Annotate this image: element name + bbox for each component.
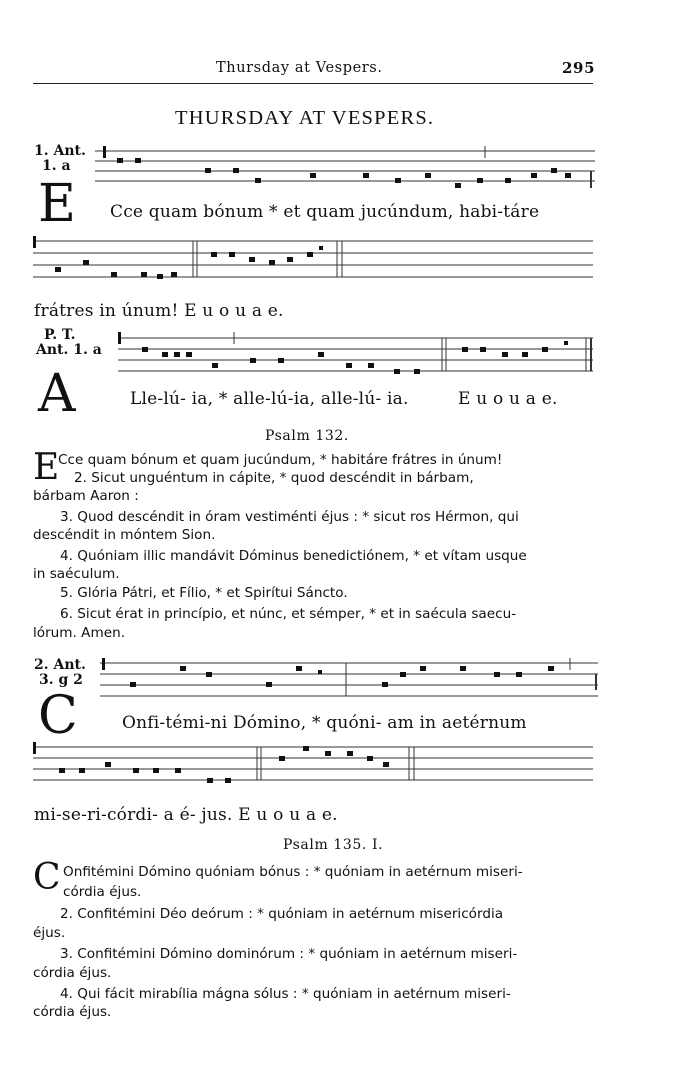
psalm135-dropcap: C bbox=[33, 857, 61, 898]
psalm135-verse1-line2: córdia éjus. bbox=[63, 884, 142, 900]
antiphon1-label-line1: 1. Ant. bbox=[34, 143, 86, 159]
psalm132-verse6-line2: lórum. Amen. bbox=[33, 625, 126, 641]
header-rule bbox=[33, 83, 593, 84]
psalm132-verse4-line1: 4. Quóniam illic mandávit Dóminus benedictiónem, * et vítam usque bbox=[60, 548, 527, 564]
pt-antiphon-euouae: E u o u a e. bbox=[458, 389, 558, 409]
pt-antiphon-staff bbox=[118, 332, 618, 382]
antiphon1-lyric-2: frátres in únum! E u o u a e. bbox=[34, 301, 284, 321]
psalm135-heading: Psalm 135. I. bbox=[283, 837, 384, 853]
antiphon2-staff-1 bbox=[100, 658, 620, 708]
page-title: THURSDAY AT VESPERS. bbox=[175, 107, 435, 129]
pt-antiphon-label bbox=[36, 328, 102, 358]
running-title: Thursday at Vespers. bbox=[216, 60, 383, 76]
antiphon2-label bbox=[34, 658, 86, 688]
antiphon2-label-line1: 2. Ant. bbox=[34, 657, 86, 673]
antiphon1-staff-2 bbox=[33, 236, 603, 286]
psalm135-verse2-line1: 2. Confitémini Déo deórum : * quóniam in aetérnum misericórdia bbox=[60, 906, 504, 922]
pt-antiphon-label-line1: P. T. bbox=[44, 327, 76, 343]
antiphon2-lyric-2: mi-se-ri-córdi- a é- jus. E u o u a e. bbox=[34, 805, 338, 825]
psalm132-verse2-line1: 2. Sicut unguéntum in cápite, * quod descéndit in bárbam, bbox=[74, 470, 474, 486]
antiphon1-initial: E bbox=[38, 174, 76, 234]
antiphon1-staff-1 bbox=[95, 146, 655, 192]
psalm132-verse1: Cce quam bónum et quam jucúndum, * habitáre frátres in únum! bbox=[58, 452, 503, 468]
psalm135-verse3-line2: córdia éjus. bbox=[33, 965, 112, 981]
psalm132-verse4-line2: in saéculum. bbox=[33, 566, 120, 582]
psalm132-verse6-line1: 6. Sicut érat in princípio, et núnc, et sémper, * et in saécula saecu- bbox=[60, 606, 517, 622]
pt-antiphon-initial: A bbox=[38, 364, 76, 424]
antiphon2-label-line2: 3. g 2 bbox=[39, 672, 83, 688]
antiphon2-initial: C bbox=[38, 686, 78, 746]
psalm132-verse3-line2: descéndit in móntem Sion. bbox=[33, 527, 216, 543]
psalm135-verse3-line1: 3. Confitémini Dómino dominórum : * quóniam in aetérnum miseri- bbox=[60, 946, 518, 962]
psalm132-verse3-line1: 3. Quod descéndit in óram vestiménti éjus : * sicut ros Hérmon, qui bbox=[60, 509, 519, 525]
antiphon1-label-line2: 1. a bbox=[42, 158, 71, 174]
pt-antiphon-lyric: Lle-lú- ia, * alle-lú-ia, alle-lú- ia. bbox=[130, 389, 409, 409]
psalm132-dropcap: E bbox=[33, 447, 60, 488]
antiphon2-lyric-1: Onfi-témi-ni Dómino, * quóni- am in aetérnum bbox=[122, 713, 527, 733]
antiphon1-lyric-1: Cce quam bónum * et quam jucúndum, habi-táre bbox=[110, 202, 540, 222]
psalm132-verse5: 5. Glória Pátri, et Fílio, * et Spirítui Sáncto. bbox=[60, 585, 348, 601]
psalm135-verse2-line2: éjus. bbox=[33, 925, 66, 941]
antiphon2-staff-2 bbox=[33, 742, 603, 792]
pt-antiphon-label-line2: Ant. 1. a bbox=[36, 342, 102, 358]
antiphon1-label bbox=[34, 144, 86, 174]
psalm135-verse4-line1: 4. Qui fácit mirabília mágna sólus : * quóniam in aetérnum miseri- bbox=[60, 986, 511, 1002]
psalm135-verse1-line1: Onfitémini Dómino quóniam bónus : * quóniam in aetérnum miseri- bbox=[63, 864, 523, 880]
page-number: 295 bbox=[562, 59, 596, 77]
psalm132-heading: Psalm 132. bbox=[265, 428, 349, 444]
psalm135-verse4-line2: córdia éjus. bbox=[33, 1004, 112, 1020]
psalm132-verse2-line2: bárbam Aaron : bbox=[33, 488, 139, 504]
